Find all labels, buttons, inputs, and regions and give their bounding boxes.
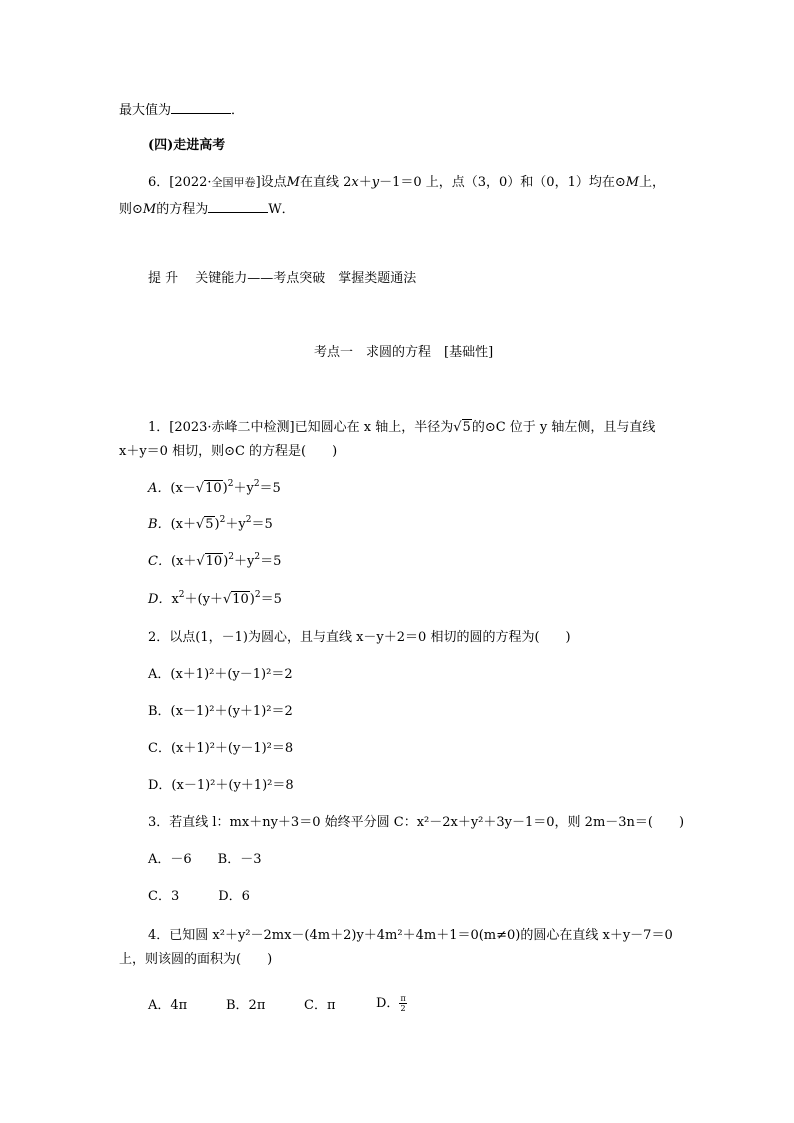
topic-heading: 考点一 求圆的方程 [基础性] [314, 345, 494, 360]
sqrt-symbol: √10 [195, 481, 222, 496]
q3-options-ab: A．－6 B．－3 [148, 852, 262, 867]
sqrt-symbol: √5 [195, 517, 214, 532]
q3-stem: 3．若直线 l：mx＋ny＋3＝0 始终平分圆 C：x²－2x＋y²＋3y－1＝0，则 2m－3n＝( ) [148, 815, 685, 830]
q1-option-d: D．$x^2+(y+√10)^2=5$ [148, 590, 282, 607]
sqrt-symbol: √10 [222, 592, 249, 607]
q1-option-a: A．$(x-√10)^2+y^2=5$ [148, 479, 281, 496]
q2-stem: 2．以点(1，－1)为圆心，且与直线 x－y＋2＝0 相切的圆的方程为( ) [148, 630, 571, 645]
answer-blank [208, 199, 268, 213]
q2-option-d: D．(x－1)²＋(y＋1)²＝8 [148, 778, 294, 793]
q6-source: 全国甲卷 [211, 176, 256, 189]
q4-line2: 上，则该圆的面积为( ) [119, 952, 273, 967]
max-value-line: 最大值为 ． [119, 100, 244, 120]
sqrt-symbol: √10 [196, 554, 223, 569]
fraction-pi-over-2: $\frac{\pi}{2}$ [400, 994, 406, 1013]
q2-option-c: C．(x＋1)²＋(y－1)²＝8 [148, 741, 294, 756]
q3-options-cd: C．3 D．6 [148, 889, 250, 904]
section-banner: 提 升 关键能力——考点突破 掌握类题通法 [148, 271, 417, 286]
q4-option-c: C．π [304, 998, 336, 1013]
q6-line2: 则⊙M的方程为 W． [119, 199, 295, 219]
q4-option-b: B．2π [226, 998, 266, 1013]
q1-line1: 1．[2023·赤峰二中检测]已知圆心在 x 轴上，半径为√5的⊙C 位于 y 轴左侧，且与直线 [148, 420, 656, 435]
q4-line1: 4．已知圆 x²＋y²－2mx－(4m＋2)y＋4m²＋4m＋1＝0(m≠0)的圆心在直线 x＋y－7＝0 [148, 928, 673, 943]
q1-line2: x＋y＝0 相切，则⊙C 的方程是( ) [119, 444, 338, 459]
q4-option-d: D． $\frac{\pi}{2}$ [376, 994, 406, 1013]
q1-option-b: B．$(x+√5)^2+y^2=5$ [148, 515, 273, 532]
answer-blank [171, 100, 231, 114]
sqrt-symbol: √5 [453, 420, 471, 435]
q4-option-a: A．4π [148, 998, 188, 1013]
q6-line1: 6．[2022·全国甲卷]设点M在直线 2x＋y－1＝0 上，点（3，0）和（0，1）均在⊙M上， [148, 175, 666, 190]
q1-option-c: C．$(x+√10)^2+y^2=5$ [148, 552, 282, 569]
section-heading: (四)走进高考 [148, 138, 226, 153]
q2-option-a: A．(x＋1)²＋(y－1)²＝2 [148, 667, 293, 682]
q2-option-b: B．(x－1)²＋(y＋1)²＝2 [148, 704, 293, 719]
